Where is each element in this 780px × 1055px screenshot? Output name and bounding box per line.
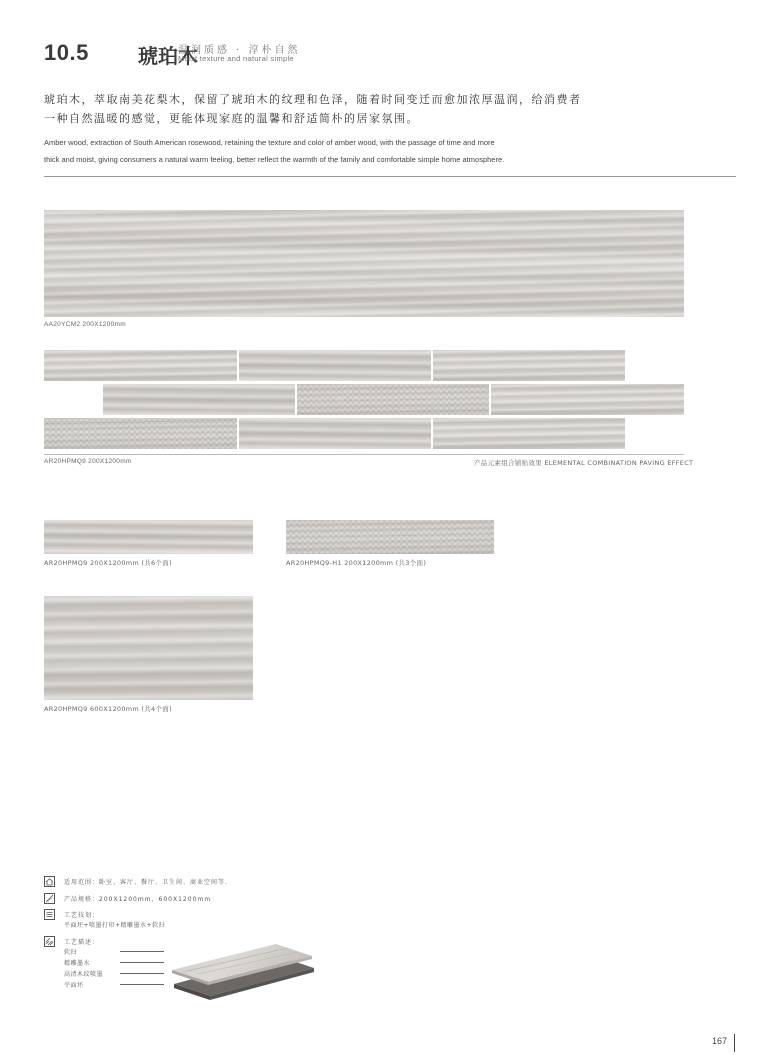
section-title: 琥珀木: [138, 44, 198, 68]
tile-a-caption: AR20HPMQ9 200X1200mm (共6个面): [44, 559, 172, 567]
combo-plank: [103, 384, 295, 415]
page-number: 167: [712, 1036, 728, 1046]
house-icon: [44, 876, 55, 887]
craft-leader-line: [120, 951, 164, 952]
section-number: 10.5: [44, 40, 89, 65]
combo-plank-patterned: [44, 418, 237, 449]
tile-b-caption: AR20HPMQ9-H1 200X1200mm (共3个面): [286, 559, 427, 567]
craft-layer-label: 软扫: [64, 949, 78, 956]
spec-craft-title: 工艺描述：: [64, 939, 100, 946]
combo-plank: [239, 418, 431, 449]
spec-process-value: 平面坯+喷墨打印+精雕墨水+软扫: [64, 922, 166, 929]
combo-plank: [239, 350, 431, 381]
page-number-bar: [734, 1034, 735, 1052]
tile-b-image: [286, 520, 494, 554]
spec-usage-text: 适用范围：卧室、客厅、餐厅、卫生间、商业空间等.: [64, 879, 228, 886]
section-subtitle-cn: 温润质感 · 淳朴自然: [178, 45, 301, 56]
list-icon: [44, 909, 55, 920]
intro-en-line-1: Amber wood, extraction of South American rosewood, retaining the texture and color of amber wood, with the passage of time and more: [44, 138, 495, 147]
top-divider: [44, 176, 736, 177]
craft-leader-line: [120, 962, 164, 963]
ruler-icon: [44, 893, 55, 904]
combo-plank-patterned: [297, 384, 489, 415]
section-subtitle-en: Moist texture and natural simple: [178, 54, 294, 63]
combo-divider: [44, 454, 684, 455]
craft-leader-line: [120, 973, 164, 974]
combo-caption-right: 产品元素组合铺贴效果 ELEMENTAL COMBINATION PAVING EFFECT: [474, 459, 694, 467]
combo-caption-left: AR20HPMQ9 200X1200mm: [44, 458, 132, 465]
craft-leader-line: [120, 984, 164, 985]
craft-layer-label: 高清木纹喷墨: [64, 971, 104, 978]
tile-large-caption: AR20HPMQ9 600X1200mm (共4个面): [44, 705, 172, 713]
combo-plank: [433, 350, 625, 381]
intro-cn-line-1: 琥珀木，萃取南美花梨木，保留了琥珀木的纹理和色泽，随着时间变迁而愈加浓厚温润，给消费者: [44, 93, 582, 106]
hero-caption: AA20YCM2 200X1200mm: [44, 321, 126, 328]
spec-size-text: 产品规格：200X1200mm、600X1200mm: [64, 896, 212, 903]
combo-plank: [433, 418, 625, 449]
spec-process-title: 工艺技划：: [64, 912, 100, 919]
layers-icon: [44, 936, 55, 947]
hero-tile-image: [44, 210, 684, 317]
intro-cn-line-2: 一种自然温暖的感觉，更能体现家庭的温馨和舒适简朴的居家氛围。: [44, 112, 419, 125]
layer-illustration: [168, 944, 318, 1004]
tile-a-image: [44, 520, 253, 554]
combo-plank: [44, 350, 237, 381]
intro-en-line-2: thick and moist, giving consumers a natural warm feeling, better reflect the warmth of the family and comfortable simple home atmosphere.: [44, 155, 505, 164]
craft-layer-label: 平面坯: [64, 982, 84, 989]
craft-layer-label: 精雕墨水: [64, 960, 91, 967]
intro-english: [44, 134, 644, 168]
tile-large-image: [44, 596, 253, 700]
intro-chinese: [44, 90, 604, 128]
combo-plank: [491, 384, 684, 415]
